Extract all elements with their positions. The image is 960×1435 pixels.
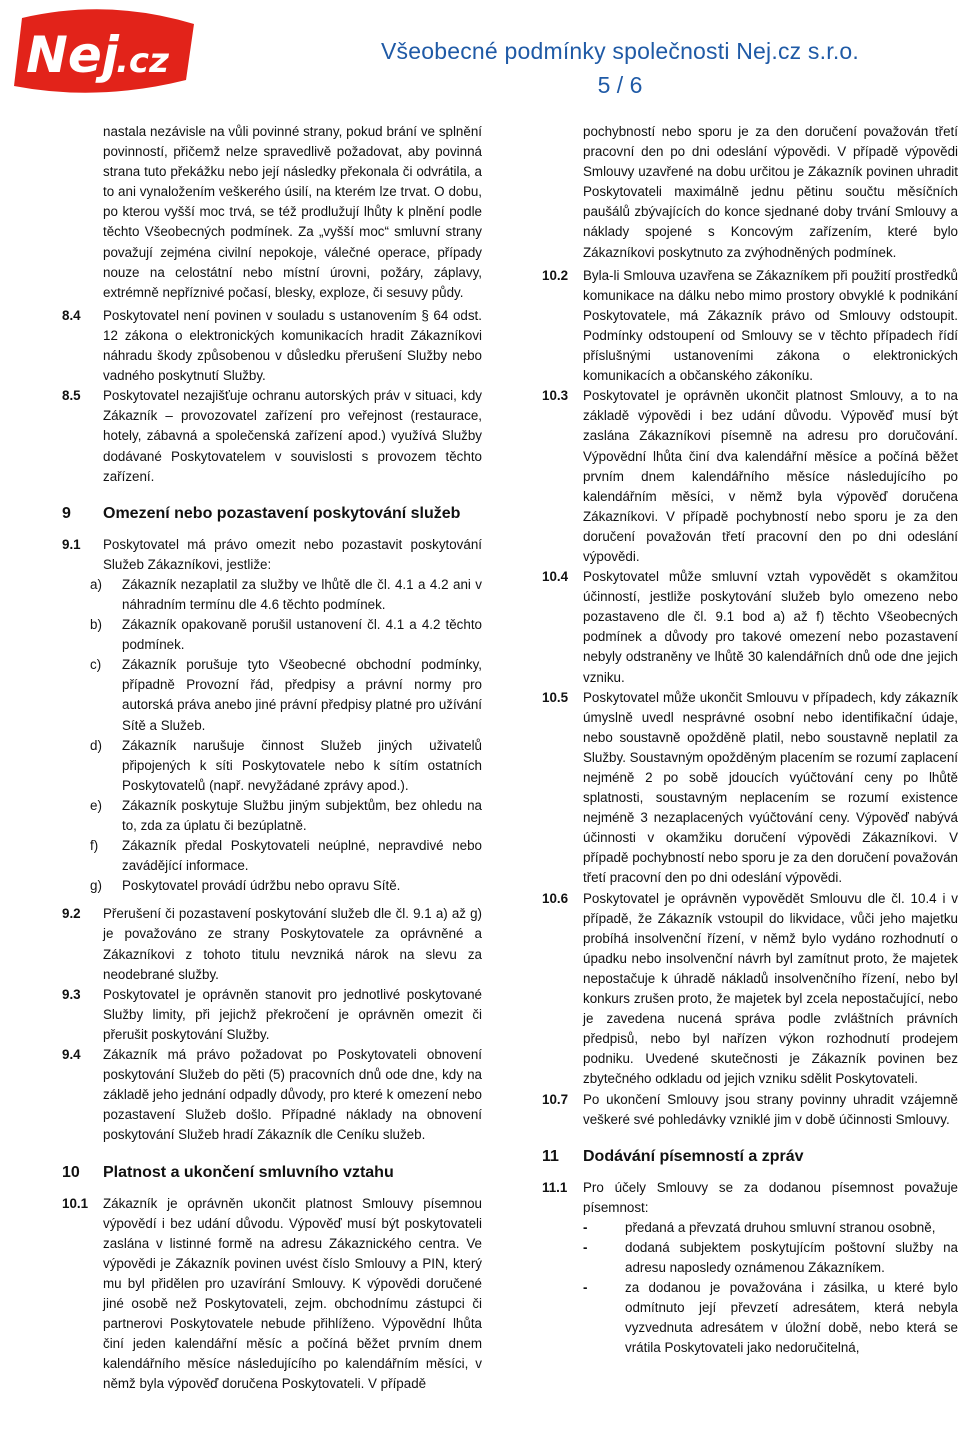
paragraph-number: 10.7 [542,1091,569,1107]
paragraph-text: Poskytovatel může ukončit Smlouvu v případech, kdy zákazník úmyslně uvedl nesprávné osobní nebo identifikační údaje, nebo soustavně opožděně platil, nebo soustavně neplatil za Služby. Soustavným opožděným placením se rozumí zaplacení nejméně 2 po sobě jdoucích vyúčtování ceny po lhůtě splatnosti, soustavným neplacením se rozumí existence nejméně 3 nezaplacených vyúčtování ceny. Výpověď nabývá účinnosti v okamžiku doručení výpovědi Zákazníkovi. V případě pochybností nebo sporu je za den doručení považován třetí pracovní den po dni odeslání výpovědi. [583,689,958,886]
paragraph-number: 9.2 [62,906,81,922]
list-bullet: - [583,1239,588,1255]
paragraph-10-3 [542,386,958,567]
list-text: Zákazník narušuje činnost Služeb jiných uživatelů připojených k síti Poskytovatele nebo k sítím ostatních Poskytovatelů (např. nevyžádané zprávy apod.). [122,737,482,793]
list-label: a) [90,576,102,592]
paragraph-text: Poskytovatel má právo omezit nebo pozastavit poskytování Služeb Zákazníkovi, jestliže: [103,536,482,572]
section-title: Omezení nebo pozastavení poskytování služeb [103,504,461,522]
paragraph-text: Zákazník je oprávněn ukončit platnost Smlouvy písemnou výpovědí i bez udání důvodu. Výpověď musí být poskytovateli zaslána v listinné formě na adresu Zákaznického centra. Ve výpovědi je Zákazník povinen uvést číslo Smlouvy a PIN, který mu byl přidělen pro uzavírání Smlouvy. K výpovědi doručené jiné osobě než Poskytovateli, zejm. obchodnímu zástupci či partnerovi Poskytovatele nebude přihlíženo. Výpovědní lhůta činí jeden kalendářní měsíc a počíná běžet prvním dnem kalendářního měsíce následujícího po kalendářním měsíci, v němž byla výpověď doručena Poskytovateli. V případě [103,1195,482,1392]
paragraph-9-4 [62,1045,482,1145]
paragraph-text: Poskytovatel může smluvní vztah vypovědět s okamžitou účinností, jestliže poskytování služeb bylo omezeno nebo pozastaveno dle čl. 9.1 bod a) až f) těchto Všeobecných podmínek a důvody pro takové omezení nebo pozastavení nebyly odstraněny ve lhůtě 30 kalendářních dnů ode dne jejich vzniku. [583,569,958,685]
paragraph-8-5 [62,386,482,486]
list-label: f) [90,838,99,854]
paragraph-number: 9.1 [62,536,81,552]
section-number: 11 [542,1147,559,1165]
page-number: 5 / 6 [597,72,643,98]
paragraph-text: Zákazník má právo požadovat po Poskytovateli obnovení poskytování Služeb do pěti (5) pracovních dnů ode dne, kdy na základě jeho jednání odpadly důvody, pro které k omezení nebo pozastavení Služeb došlo. Případné náklady na obnovení poskytování Služeb hradí Zákazník dle Ceníku služeb. [103,1047,482,1143]
paragraph-number: 11.1 [542,1179,568,1195]
paragraph-number: 9.4 [62,1047,81,1063]
nej-cz-logo-graphic [8,6,198,98]
paragraph-number: 9.3 [62,986,81,1002]
list-label: d) [90,737,102,753]
paragraph-text: Přerušení či pozastavení poskytování služeb dle čl. 9.1 a) až g) je považováno ze strany Poskytovatele za oprávněné a Zákazníkovi z tohoto titulu nevzniká nárok na slevu za neodebrané služby. [103,906,482,982]
paragraph-number: 10.6 [542,890,569,906]
paragraph-9-1 [62,535,482,575]
paragraph-10-6 [542,889,958,1090]
list-label: g) [90,878,102,894]
paragraph-number: 10.4 [542,569,569,585]
list-text: Zákazník poskytuje Službu jiným subjektům, bez ohledu na to, zda za úplatu či bezúplatně. [122,797,482,833]
nej-cz-logo [8,6,198,98]
list-text: Zákazník porušuje tyto Všeobecné obchodní podmínky, případně Provozní řád, předpisy a právní normy pro autorská práva anebo jiné právní předpisy platné pro užívání Sítě a Služeb. [122,657,482,733]
section-10-heading [62,1162,482,1184]
list-item [62,736,482,796]
list-item [62,615,482,655]
section-title: Dodávání písemností a zpráv [583,1147,804,1165]
list-item [542,1278,958,1358]
section-9-heading [62,503,482,525]
paragraph-10-1 [62,1194,482,1395]
paragraph-8-4 [62,306,482,386]
paragraph-9-3 [62,985,482,1045]
paragraph-10-1-continuation: pochybností nebo sporu je za den doručení považován třetí pracovní den po dni odeslání výpovědi. V případě výpovědi Smlouvy uzavřené na dobu určitou je Zákazník povinen uhradit Poskytovateli maximálně jednu pětinu součtu měsíčních paušálů zbývajících do konce sjednané doby trvání Smlouvy a náklady spojené s Koncovým zařízením, které bylo Zákazníkovi poskytnuto za zvýhodněných podmínek. [583,124,958,260]
list-item [62,796,482,836]
list-text: dodaná subjektem poskytujícím poštovní služby na adresu naposledy oznámenou Zákazníkem. [625,1239,958,1276]
list-label: b) [90,617,102,633]
list-item [542,1218,958,1238]
right-column [542,122,958,1359]
paragraph-number: 10.3 [542,388,569,404]
list-item [62,836,482,876]
list-item [62,655,482,735]
list-item [62,876,482,896]
svg-text:.cz: .cz [116,41,169,81]
paragraph-text: Poskytovatel není povinen v souladu s ustanovením § 64 odst. 12 zákona o elektronických komunikacích hradit Zákazníkovi náhradu škody způsobenou v důsledku přerušení Služby nebo vadného poskytnutí Služby. [103,307,482,384]
left-column [62,122,482,1394]
delivery-conditions-list [542,1218,958,1359]
list-text: Zákazník nezaplatil za služby ve lhůtě dle čl. 4.1 a 4.2 ani v náhradním termínu dle 4.6 těchto podmínek. [122,576,482,612]
paragraph-text: Poskytovatel je oprávněn ukončit platnost Smlouvy, a to na základě výpovědi i bez udání důvodu. Výpověď musí být zaslána Zákazníkovi písemně na adresu pro doručování. Výpovědní lhůta činí dva kalendářní měsíce a počíná běžet prvním dnem kalendářního měsíce následujícího po kalendářním měsíci, v němž byla výpověď doručena Zákazníkovi. V případě pochybností nebo sporu je za den doručení považován třetí pracovní den po dni odeslání výpovědi. [583,388,958,564]
paragraph-number: 8.4 [62,307,81,323]
paragraph-text: Pro účely Smlouvy se za dodanou písemnost považuje písemnost: [583,1179,958,1215]
list-text: Zákazník předal Poskytovateli neúplné, nepravdivé nebo zavádějící informace. [122,838,482,874]
list-label: c) [90,657,102,673]
list-label: e) [90,797,102,813]
list-item [542,1238,958,1278]
list-text: Zákazník opakovaně porušil ustanovení čl. 4.1 a 4.2 těchto podmínek. [122,617,482,653]
list-bullet: - [583,1219,588,1235]
list-text: předaná a převzatá druhou smluvní stranou osobně, [625,1219,936,1235]
list-text: Poskytovatel provádí údržbu nebo opravu Sítě. [122,878,401,894]
paragraph-10-7 [542,1090,958,1130]
paragraph-text: Poskytovatel je oprávněn stanovit pro jednotlivé poskytované Služby limity, při jejichž překročení je oprávněn omezit či přerušit poskytování Služby. [103,986,482,1042]
paragraph-text: Byla-li Smlouva uzavřena se Zákazníkem při použití prostředků komunikace na dálku nebo mimo prostory obvyklé k podnikání Poskytovatele, má Zákazník právo od Smlouvy odstoupit. Podmínky odstoupení od Smlouvy se v těchto případech řídí příslušnými ustanoveními zákona o elektronických komunikacích a občanského zákoníku. [583,267,958,384]
paragraph-8-3-continuation: nastala nezávisle na vůli povinné strany, pokud brání ve splnění povinností, přičemž nelze spravedlivě požadovat, aby povinná strana tuto překážku nebo její následky překonala či odvrátila, a to ani vynaložením veškerého úsilí, na kterém lze trvat. O dobu, po kterou vyšší moc trvá, se též prodlužují lhůty k plnění podle těchto Všeobecných podmínek. Za „vyšší moc“ smluvní strany považují zejména civilní nepokoje, válečné operace, případy nouze na celostátní nebo místní úrovni, požáry, záplavy, extrémně nepříznivé počasí, blesky, exploze, či sesuvy půdy. [103,124,482,300]
paragraph-text: Poskytovatel nezajišťuje ochranu autorských práv v situaci, kdy Zákazník – provozovatel zařízení pro veřejnost (restaurace, hotely, zábavná a společenská zařízení apod.) využívá Služby dodávané Poskytovatelem v souvislosti s provozem těchto zařízení. [103,388,482,484]
section-number: 9 [62,504,71,522]
paragraph-number: 10.1 [62,1195,89,1211]
paragraph-10-4 [542,567,958,688]
paragraph-number: 10.5 [542,689,569,705]
list-text: za dodanou je považována i zásilka, u které bylo odmítnuto její převzetí adresátem, která nebyla vyzvednuta adresátem v úložní době, nebo která se vrátila Poskytovateli jako nedoručitelná, [625,1280,958,1356]
paragraph-number: 10.2 [542,267,569,283]
section-11-heading [542,1146,958,1168]
document-title: Všeobecné podmínky společnosti Nej.cz s.r.o. [381,38,859,64]
paragraph-10-5 [542,688,958,889]
paragraph-10-2 [542,266,958,387]
list-bullet: - [583,1280,588,1296]
paragraph-text: Poskytovatel je oprávněn vypovědět Smlouvu dle čl. 10.4 i v případě, že Zákazník vstoupil do likvidace, vůči jeho majetku probíhá insolvenční řízení, v němž bylo vydáno rozhodnutí o úpadku nebo insolvenční návrh byl zamítnut proto, že majetek nepostačuje k úhradě nákladů insolvenčního řízení, nebo byl konkurs zrušen proto, že majetek byl zcela nepostačující, nebo je zavedena nucená správa podle zvláštních právních předpisů, nebo byl nařízen výkon rozhodnutí prodejem podniku. Uvedené skutečnosti je Zákazník povinen bez zbytečného odkladu od jejich vzniku sdělit Poskytovateli. [583,890,958,1087]
section-title: Platnost a ukončení smluvního vztahu [103,1163,394,1181]
paragraph-number: 8.5 [62,388,81,404]
section-number: 10 [62,1163,80,1181]
list-item [62,575,482,615]
paragraph-9-2 [62,904,482,984]
restriction-reasons-list [62,575,482,897]
paragraph-text: Po ukončení Smlouvy jsou strany povinny uhradit vzájemně veškeré své pohledávky vzniklé jim v době účinnosti Smlouvy. [583,1091,958,1127]
svg-text:Nej: Nej [26,26,119,84]
paragraph-11-1 [542,1178,958,1218]
